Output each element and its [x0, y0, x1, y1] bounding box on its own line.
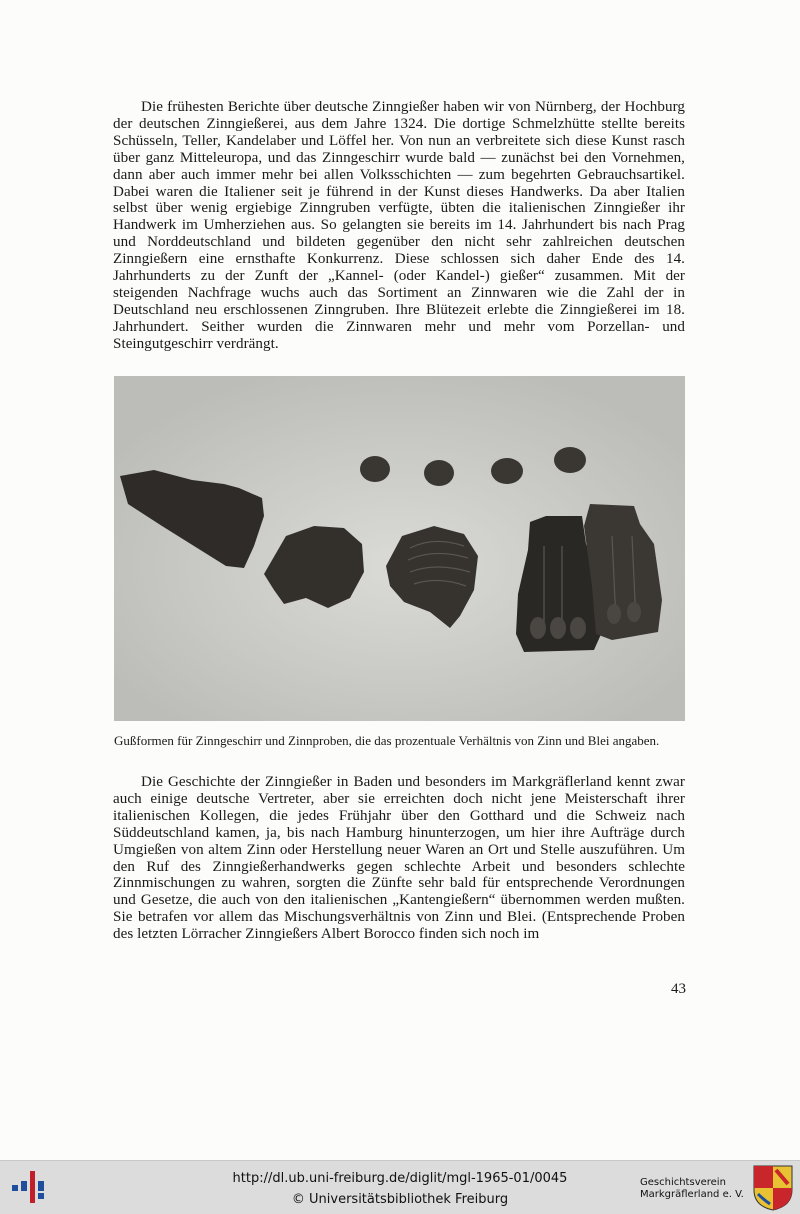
body-paragraph-2: Die Geschichte der Zinngießer in Baden und besonders im Markgräflerland kennt zwar auch einige deutsche Vertreter, aber sie erreichten doch nicht jene Meisterschaft ihrer italienischen Kollegen, die jedes Frühjahr über den Gotthard und die Schweiz nach Süddeutschland kamen, ja, bis nach Hamburg hinunterzogen, um hier ihre Aufträge durch Umgießen von altem Zinn oder Herstellung neuer Waren an Ort und Stelle auszuführen. Um den Ruf des Zinngießerhandwerks gegen schlechte Arbeit und besonders schlechte Zinnmischungen zu wahren, sorgten die Zünfte sehr bald für entsprechende Verordnungen und Gesetze, die auch von den italienischen „Kantengießern“ übernommen werden mußten. Sie betrafen vor allem das Mischungsverhältnis von Zinn und Blei. (Entsprechende Proben des letzten Lörracher Zinngießers Albert Borocco finden sich noch im [113, 774, 685, 943]
page-number: 43 [671, 981, 686, 997]
photo-casting-molds [114, 376, 685, 721]
copyright-notice: © Universitätsbibliothek Freiburg [291, 1192, 509, 1207]
society-name [640, 1177, 758, 1201]
tin-sample-disc [360, 456, 390, 482]
body-paragraph-1: Die frühesten Berichte über deutsche Zinngießer haben wir von Nürnberg, der Hochburg der deutschen Zinngießerei, aus dem Jahre 1324. Die dortige Schmelzhütte stellte bereits Schüsseln, Teller, Kandelaber und Löffel her. Von nun an verbreitete sich diese Kunst rasch über ganz Mitteleuropa, und das Zinngeschirr wurde bald — zunächst bei den Vornehmen, dann aber auch immer mehr bei allen Volksschichten — zum begehrten Gebrauchsartikel. Dabei waren die Italiener seit je führend in der Kunst dieses Handwerks. Da aber Italien selbst über wenig ergiebige Zinngruben verfügte, übten die italienischen Zinngießer ihr Handwerk im Umherziehen aus. So gelangten sie bereits im 14. Jahrhundert bis nach Prag und Norddeutschland und bildeten gegenüber den nicht sehr zahlreichen deutschen Zinngießern eine ernsthafte Konkurrenz. Diese schlossen sich daher Ende des 14. Jahrhunderts zu der Zunft der „Kannel- (oder Kandel-) gießer“ zusammen. Mit der steigenden Nachfrage wuchs auch das Sortiment an Zinnwaren wie die Zahl der in Deutschland neu erschlossenen Zinngruben. Ihre Blütezeit erlebte die Zinngießerei im 18. Jahrhundert. Seither wurden die Zinnwaren mehr und mehr vom Porzellan- und Steingutgeschirr verdrängt. [113, 99, 685, 352]
figure-caption: Gußformen für Zinngeschirr und Zinnproben, die das prozentuale Verhältnis von Zinn und Blei angaben. [114, 733, 660, 748]
society-name-line-1: Geschichtsverein [640, 1177, 726, 1188]
tin-sample-disc [424, 460, 454, 486]
viewer-footer [0, 1160, 800, 1214]
photo-illustration [114, 376, 685, 721]
tin-sample-disc [491, 458, 523, 484]
tin-sample-disc [554, 447, 586, 473]
society-name-line-2: Markgräflerland e. V. [640, 1189, 744, 1200]
coat-of-arms-icon[interactable] [752, 1164, 794, 1211]
permalink-url[interactable]: http://dl.ub.uni-freiburg.de/diglit/mgl-1965-01/0045 [232, 1171, 568, 1186]
